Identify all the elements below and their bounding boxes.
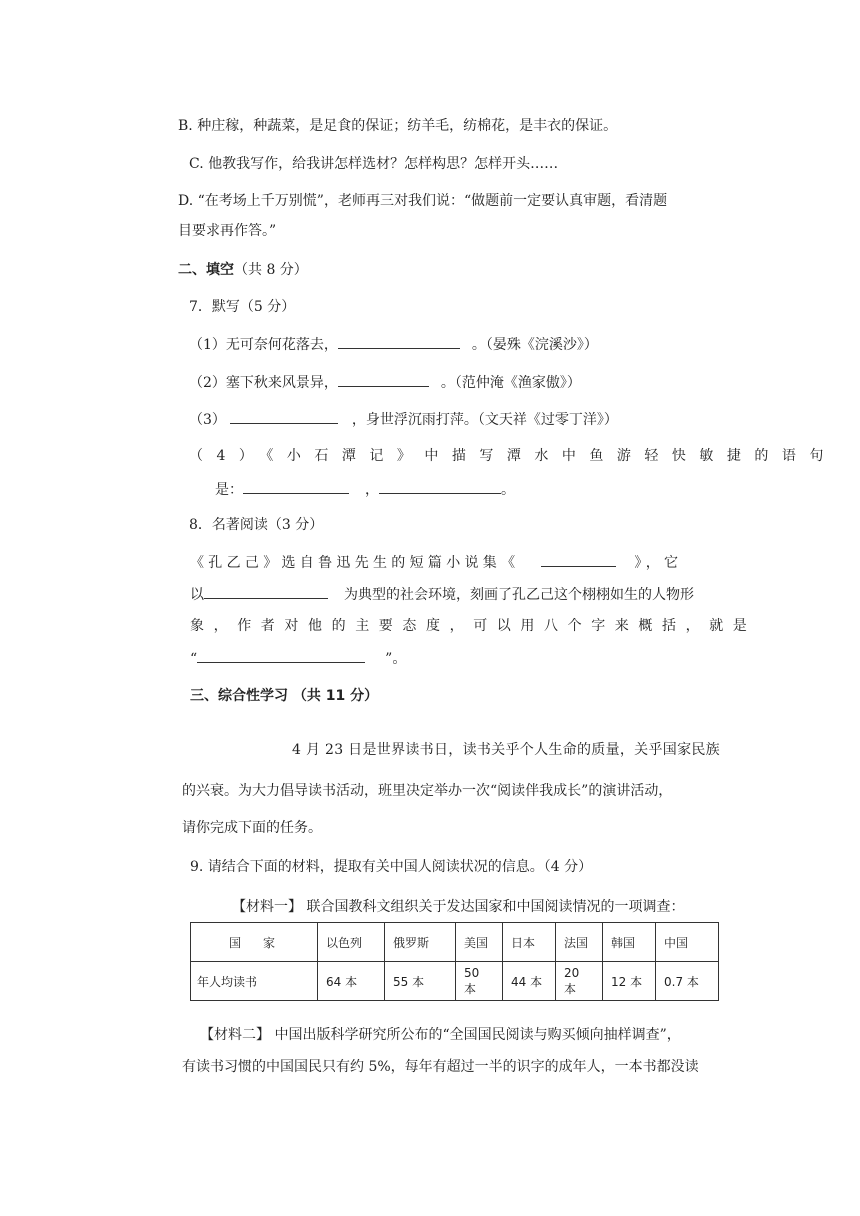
q8-blank-3[interactable] [197,648,365,663]
q7-3-blank[interactable] [230,409,338,424]
q8-blank-1[interactable] [541,552,616,567]
choice-d-line2: 目要求再作答。” [178,223,277,239]
choice-b: B. 种庄稼，种蔬菜，是足食的保证；纺羊毛，纺棉花，是丰衣的保证。 [178,118,618,134]
q8-quote-open: “ [190,651,198,667]
q7-4-comma: ， [365,482,379,498]
q7-4-end: 。 [501,482,515,498]
table-cell: 12 本 [603,962,656,1001]
q7-3-source: ，身世浮沉雨打萍。（文天祥《过零丁洋》） [351,412,618,428]
table-cell: 20 本 [556,962,603,1001]
q8-text-2: 》，它 [634,555,683,571]
table-cell: 韩国 [603,923,656,962]
q7-1-prompt: （1）无可奈何花落去， [189,337,338,353]
question-7-2 [189,372,581,393]
section3-intro-line2: 的兴衰。为大力倡导读书活动，班里决定举办一次“阅读伴我成长”的演讲活动， [182,783,673,799]
section2-heading [178,260,308,280]
choice-c: C. 他教我写作，给我讲怎样选材？怎样构思？怎样开头…… [189,156,559,172]
table-cell: 法国 [556,923,603,962]
table-cell: 50 本 [456,962,503,1001]
q8-text-4: 为典型的社会环境，刻画了孔乙己这个栩栩如生的人物形 [344,587,694,603]
q7-4-blank-2[interactable] [379,479,501,494]
table-header-country: 国家 [191,923,318,962]
question-8-line4 [190,648,406,669]
table-row [191,962,719,1001]
q7-2-source: 。（范仲淹《渔家傲》） [440,375,581,391]
reading-survey-table [190,922,719,1001]
section3-intro-line3: 请你完成下面的任务。 [182,820,322,836]
question-7: 7．默写（5 分） [189,299,296,315]
table-cell: 44 本 [503,962,556,1001]
question-8-line1 [190,552,682,573]
choice-d-line1: D. “在考场上千万别慌”，老师再三对我们说：“做题前一定要认真审题，看清题 [178,193,668,209]
q8-text-3: 以 [190,587,204,603]
section3-title: 三、综合性学习 （共 11 分） [190,688,379,704]
q7-2-blank[interactable] [338,372,429,387]
question-8-line3: 象，作者对他的主要态度，可以用八个字来概括，就是 [190,618,757,634]
q7-1-source: 。（晏殊《浣溪沙》） [471,337,598,353]
table-cell: 中国 [656,923,719,962]
table-row [191,923,719,962]
q7-4-prompt: 是： [215,482,243,498]
table-cell: 日本 [503,923,556,962]
question-8: 8．名著阅读（3 分） [189,517,324,533]
question-7-4-line1: （4）《小石潭记》中描写潭水中鱼游轻快敏捷的语句 [189,448,837,464]
table-cell: 以色列 [318,923,385,962]
section3-intro-line1: 4 月 23 日是世界读书日，读书关乎个人生命的质量，关乎国家民族 [292,742,720,758]
q8-blank-2[interactable] [204,584,328,599]
q7-1-blank[interactable] [338,334,460,349]
q8-text-1: 《孔乙己》选自鲁迅先生的短篇小说集《 [190,555,520,571]
material-2-line1: 【材料二】 中国出版科学研究所公布的“全国国民阅读与购买倾向抽样调查”， [200,1027,681,1043]
material-1: 【材料一】 联合国教科文组织关于发达国家和中国阅读情况的一项调查： [232,899,685,915]
q7-4-blank-1[interactable] [243,479,349,494]
question-7-1 [189,334,598,355]
question-7-4-line2 [215,479,515,500]
table-cell: 美国 [456,923,503,962]
table-cell: 0.7 本 [656,962,719,1001]
section2-title: 二、填空 [178,262,234,278]
question-8-line2 [190,584,694,605]
table-cell: 俄罗斯 [385,923,456,962]
question-7-3 [189,409,618,430]
material-2-line2: 有读书习惯的中国国民只有约 5%，每年有超过一半的识字的成年人，一本书都没读 [182,1059,699,1075]
table-row-label: 年人均读书 [191,962,318,1001]
question-9: 9. 请结合下面的材料，提取有关中国人阅读状况的信息。（4 分） [190,859,593,875]
section2-score: （共 8 分） [234,262,308,278]
q8-quote-close: ”。 [385,651,407,667]
q7-3-prompt: （3） [189,412,226,428]
q7-2-prompt: （2）塞下秋来风景异， [189,375,338,391]
table-cell: 64 本 [318,962,385,1001]
table-cell: 55 本 [385,962,456,1001]
